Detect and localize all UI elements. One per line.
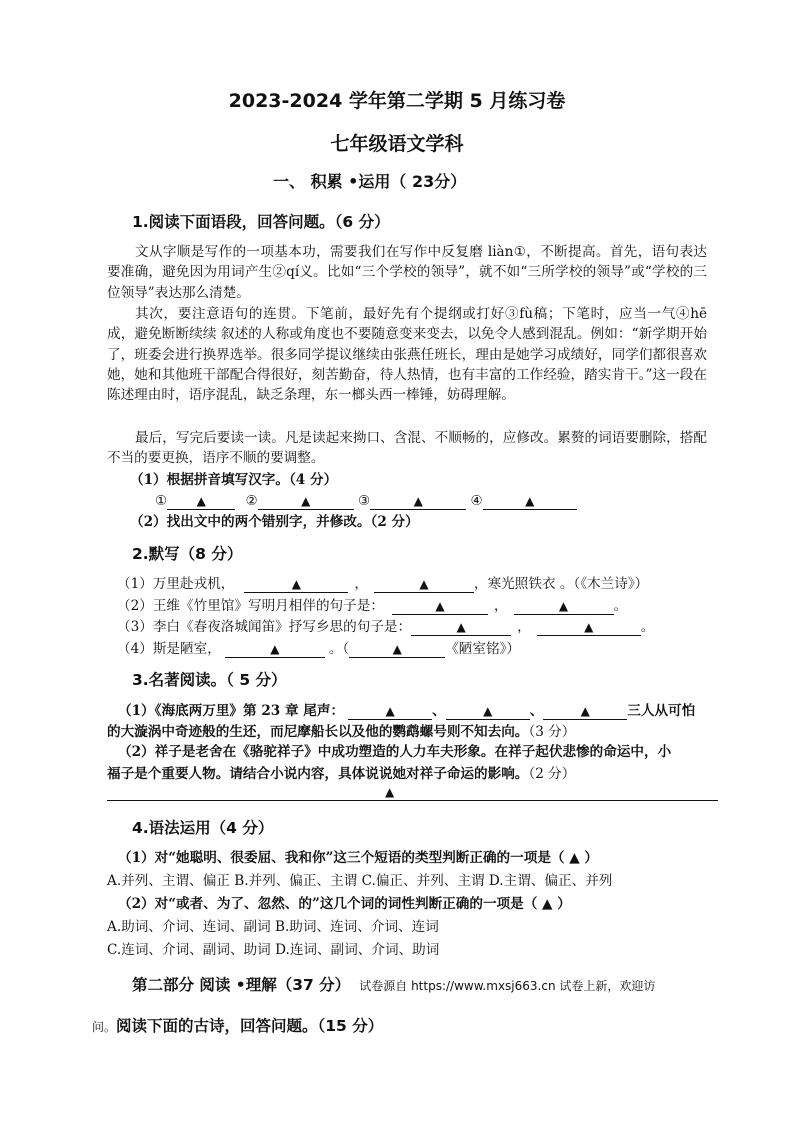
novel-question-1-cont: 的大漩涡中奇迹般的生还，而尼摩船长以及他的鹦鹉螺号则不知去向。（3 分） <box>107 724 576 740</box>
answer-blank[interactable]: ▲ <box>514 598 614 615</box>
answer-blank[interactable]: ▲ <box>483 493 577 510</box>
blank-label: ④ <box>470 493 483 509</box>
answer-blank[interactable]: ▲ <box>537 619 641 636</box>
blank-label: ③ <box>358 493 371 509</box>
grammar-question-1: （1）对“她聪明、很委屈、我和你”这三个短语的类型判断正确的一项是（ ▲ ） <box>118 850 599 866</box>
question-1-paragraph-3: 最后，写完后要读一读。凡是读起来拗口、含混、不顺畅的，应修改。累赘的词语要删除，搭配不当的要更换，语序不顺的要调整。 <box>107 430 707 467</box>
answer-line[interactable] <box>107 800 718 801</box>
question-2-heading: 2.默写（8 分） <box>132 545 243 563</box>
question-1-paragraph-2: 其次，要注意语句的连贯。下笔前，最好先有个提纲或打好③fù稿；下笔时，应当一气④hē 成，避免断断续续 叙述的人称或角度也不要随意变来变去，以免令人感到混乱。例如：“新学期开始了，班委会进行换界选举。很多同学提议继续由张燕任班长，理由是她学习成绩好，同学们都很喜欢她，她和其他班干部配合得很好，刻苦勤奋，待人热情，也有丰富的工作经验，踏实肯干。”这一段在陈述理由时，语序混乱，缺乏条理，东一榔头西一棒锤，妨碍理解。 <box>107 306 707 404</box>
recite-line-2: （2）王维《竹里馆》写明月相伴的句子是： ▲ ， ▲ 。 <box>117 598 628 614</box>
answer-blank[interactable]: ▲ <box>348 703 432 720</box>
question-1-heading: 1.阅读下面语段，回答问题。（6 分） <box>132 213 390 231</box>
answer-blank[interactable]: ▲ <box>543 703 627 720</box>
exam-subject: 七年级语文学科 <box>330 133 464 155</box>
source-note: 试卷源自 https://www.mxsj663.cn 试卷上新，欢迎访 <box>359 979 656 993</box>
answer-marker: ▲ <box>385 785 395 799</box>
grammar-question-2-options-cd: C.连词、介词、副词、助词 D.连词、副词、介词、助词 <box>107 942 440 958</box>
exam-title: 2023-2024 学年第二学期 5 月练习卷 <box>228 90 566 112</box>
novel-question-2-cont: 福子是个重要人物。请结合小说内容，具体说说她对祥子命运的影响。（2 分） <box>107 766 576 782</box>
question-5-line: 问。阅读下面的古诗，回答问题。（15 分） <box>92 1017 384 1035</box>
part-2-heading-line: 第二部分 阅读 •理解（37 分） 试卷源自 https://www.mxsj663.cn 试卷上新，欢迎访 <box>132 976 656 994</box>
blank-label: ① <box>155 493 168 509</box>
pinyin-blanks-row <box>155 491 577 511</box>
grammar-question-2-options-ab: A.助词、介词、连词、副词 B.助词、连词、介词、连词 <box>107 919 439 935</box>
answer-blank[interactable]: ▲ <box>349 641 445 658</box>
recite-line-3: （3）李白《春夜洛城闻笛》抒写乡思的句子是： ▲ ， ▲ 。 <box>117 619 655 635</box>
question-4-heading: 4.语法运用（4 分） <box>132 819 274 837</box>
answer-blank[interactable]: ▲ <box>446 703 530 720</box>
answer-blank[interactable]: ▲ <box>411 619 511 636</box>
grammar-question-1-options: A.并列、主谓、偏正 B.并列、偏正、主谓 C.偏正、并列、主谓 D.主谓、偏正、并列 <box>107 873 613 889</box>
section-heading: 一、 积累 •运用（ 23分） <box>273 172 467 191</box>
grammar-question-2: （2）对“或者、为了、忽然、的”这几个词的词性判断正确的一项是（ ▲ ） <box>118 896 571 912</box>
answer-blank[interactable]: ▲ <box>244 576 348 593</box>
question-1-sub-2: （2）找出文中的两个错别字，并修改。（2 分） <box>130 514 419 530</box>
novel-question-2: （2）祥子是老舍在《骆驼祥子》中成功塑造的人力车夫形象。在祥子起伏悲惨的命运中，小 <box>118 744 672 760</box>
answer-blank[interactable]: ▲ <box>258 493 354 510</box>
novel-question-1: （1）《海底两万里》第 23 章 尾声： ▲ 、 ▲ 、 ▲ 三人从可怕 <box>118 703 696 719</box>
blank-label: ② <box>245 493 258 509</box>
answer-blank[interactable]: ▲ <box>374 576 474 593</box>
question-5-heading: 阅读下面的古诗，回答问题。（15 分） <box>116 1017 384 1035</box>
recite-line-4: （4）斯是陋室， ▲ 。（ ▲ 《陋室铭》） <box>117 641 520 657</box>
answer-blank[interactable]: ▲ <box>370 493 466 510</box>
recite-line-1: （1）万里赴戎机， ▲ ， ▲ ，寒光照铁衣 。（《木兰诗》） <box>117 576 649 592</box>
answer-blank[interactable]: ▲ <box>225 641 325 658</box>
answer-blank[interactable]: ▲ <box>392 598 488 615</box>
question-3-heading: 3.名著阅读。（ 5 分） <box>132 671 287 689</box>
question-1-sub-1: （1）根据拼音填写汉字。（4 分） <box>130 472 338 488</box>
answer-blank[interactable]: ▲ <box>167 493 235 510</box>
question-1-paragraph-1: 文从字顺是写作的一项基本功，需要我们在写作中反复磨 liàn①，不断提高。首先，语句表达要准确，避免因为用词产生②qí义。比如“三个学校的领导”，就不如“三所学校的领导”或“学校的三位领导”表达那么清楚。 <box>107 244 707 301</box>
